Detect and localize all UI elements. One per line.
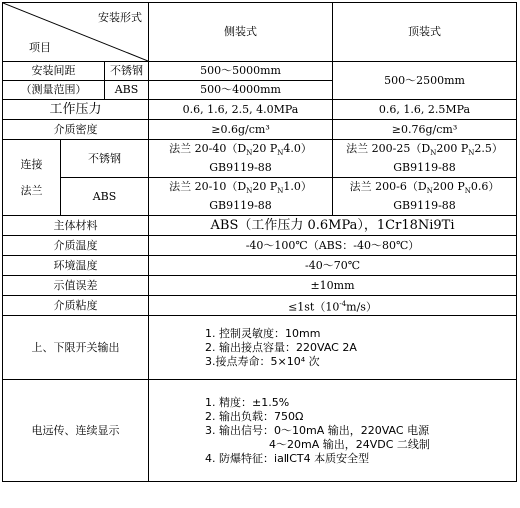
list-item: 3.接点寿命：5×10⁴ 次 [205,354,320,368]
header-top-mount: 顶装式 [333,3,517,62]
density-top: ≥0.76g/cm³ [333,120,517,140]
spec-table [2,2,517,482]
list-item: 4. 防爆特征：iaⅡCT4 本质安全型 [205,451,370,465]
range-label-2: （测量范围） [3,81,105,100]
flange-abs-label: ABS [61,178,149,216]
flange-label-2: 法兰 [20,183,43,197]
env-temp-label: 环境温度 [3,256,149,276]
header-install-type: 安装形式 [98,11,143,24]
switch-output-label: 上、下限开关输出 [3,316,149,380]
range-steel-side: 500～5000mm [149,62,333,81]
material-value: ABS（工作压力 0.6MPa），1Cr18Ni9Ti [149,216,517,236]
list-item: 3. 输出信号：0～10mA 输出，220VAC 电源 [205,423,430,437]
medium-temp-value: -40～100℃（ABS：-40～80℃） [149,236,517,256]
flange-steel-label: 不锈钢 [61,140,149,178]
list-item: 1. 控制灵敏度：10mm [205,326,321,340]
pressure-label: 工作压力 [3,100,149,120]
header-corner-cell [3,3,149,62]
error-label: 示值误差 [3,276,149,296]
env-temp-value: -40～70℃ [149,256,517,276]
remote-label: 电远传、连续显示 [3,380,149,482]
list-item: 1. 精度：±1.5% [205,395,290,409]
viscosity-value: $\le 1st(10^{-4}m/s)$ [149,296,517,316]
error-value: ±10mm [149,276,517,296]
switch-output-list [149,316,517,380]
viscosity-label: 介质粘度 [3,296,149,316]
flange-label [3,140,61,216]
range-steel-label: 不锈钢 [105,62,149,81]
list-item: 4～20mA 输出，24VDC 二线制 [269,437,430,451]
flange-abs-side: 法兰 $20-10(D_N20$ $P_N1.0$） GB9119-88 [149,178,333,216]
header-side-mount: 侧装式 [149,3,333,62]
flange-label-1: 连接 [20,157,43,171]
range-top: 500～2500mm [333,62,517,100]
density-side: ≥0.6g/cm³ [149,120,333,140]
list-item: 2. 输出接点容量：220VAC 2A [205,340,357,354]
density-label: 介质密度 [3,120,149,140]
pressure-side: 0.6, 1.6, 2.5, 4.0MPa [149,100,333,120]
range-abs-side: 500～4000mm [149,81,333,100]
pressure-top: 0.6, 1.6, 2.5MPa [333,100,517,120]
range-label-1: 安装间距 [3,62,105,81]
medium-temp-label: 介质温度 [3,236,149,256]
range-abs-label: ABS [105,81,149,100]
list-item: 2. 输出负载：750Ω [205,409,304,423]
flange-steel-top: 法兰 $200-25(D_N200$ $P_N2.5$） GB9119-88 [333,140,517,178]
header-item: 项目 [29,41,51,54]
flange-abs-top: 法兰 $200-6(D_N200$ $P_N0.6$） GB9119-88 [333,178,517,216]
remote-list [149,380,517,482]
flange-steel-side: 法兰 $20-40(D_N20$ $P_N4.0$） GB9119-88 [149,140,333,178]
material-label: 主体材料 [3,216,149,236]
